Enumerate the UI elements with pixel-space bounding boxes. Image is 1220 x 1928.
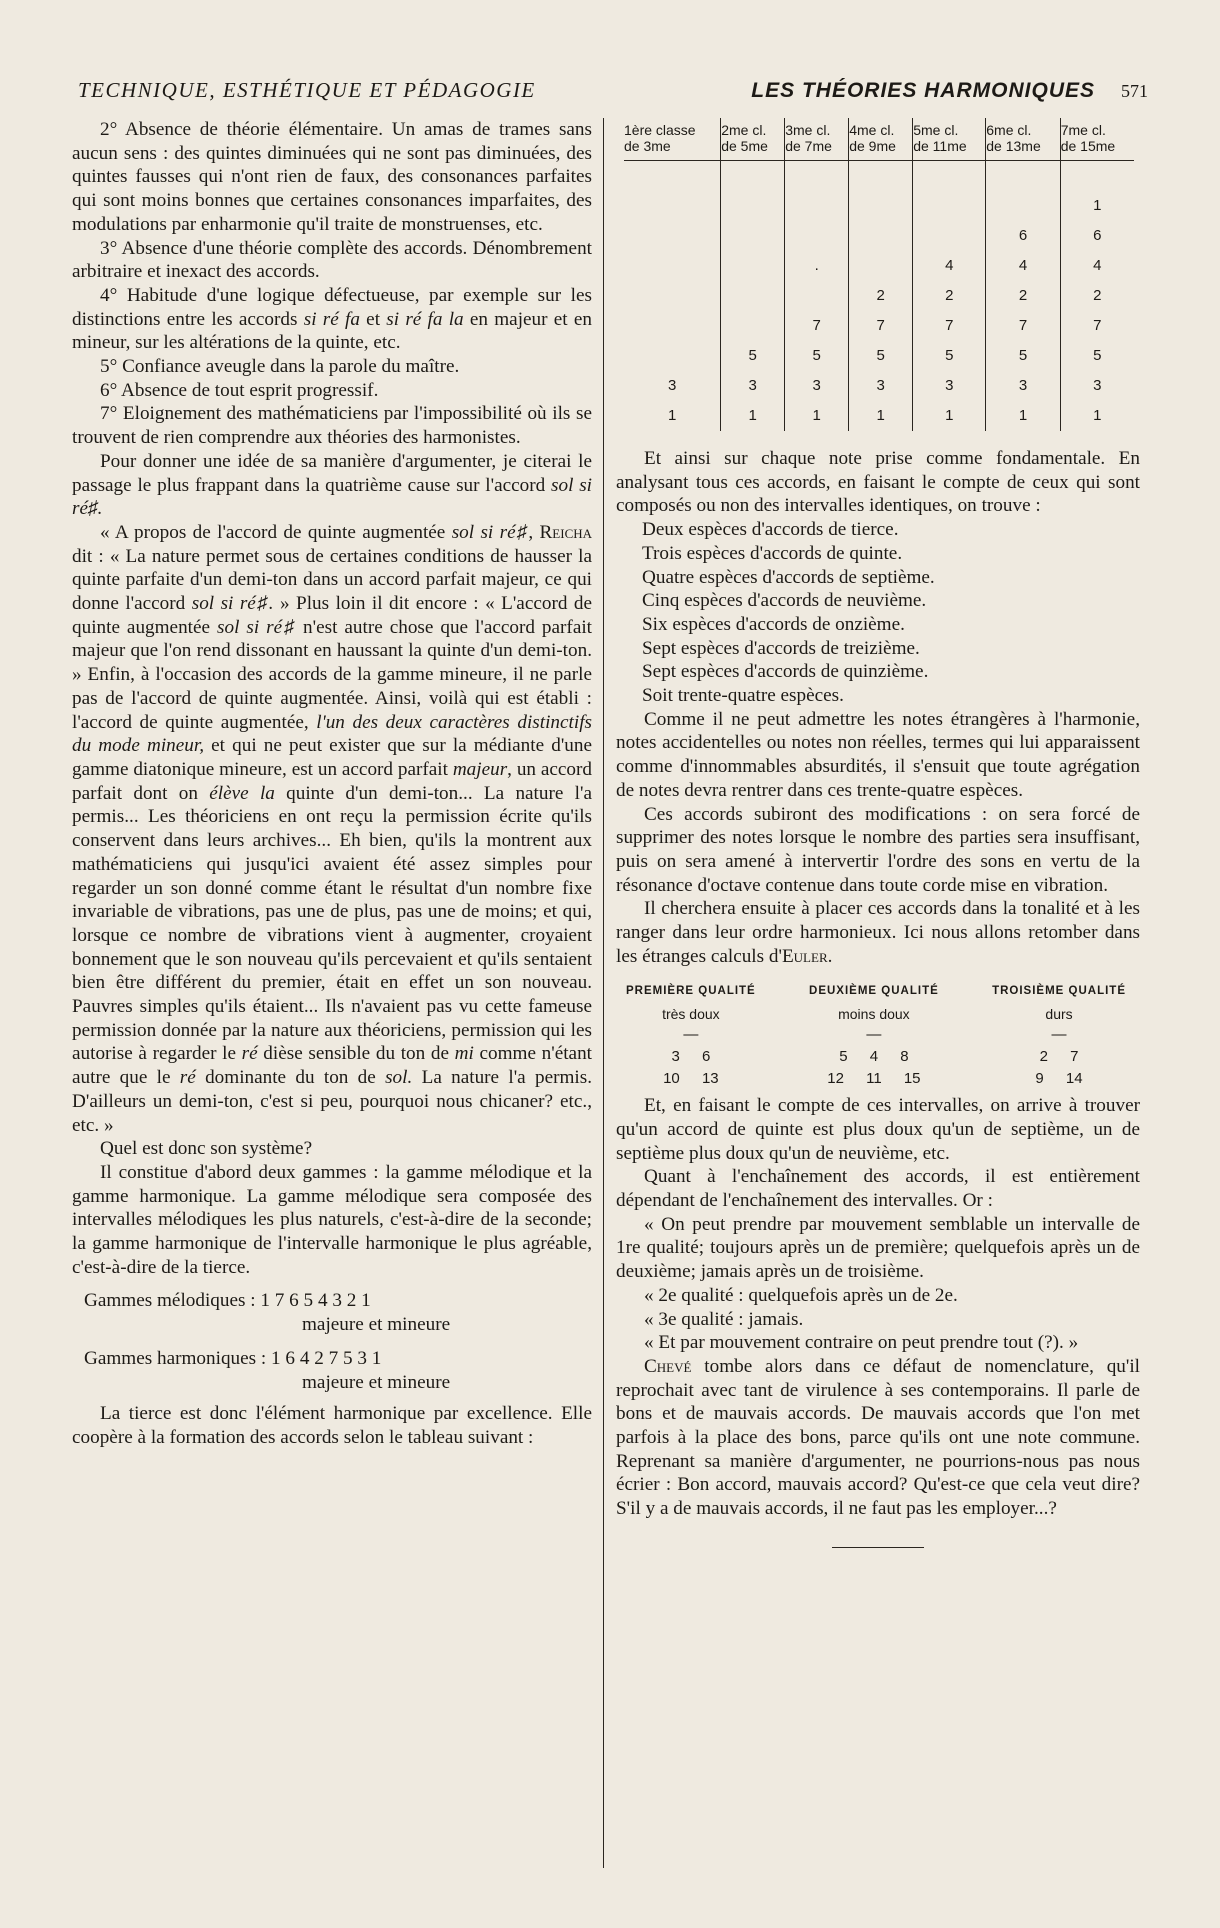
chord-class-header: 6me cl. de 13me [986,118,1060,161]
chord-class-header: 3me cl. de 7me [785,118,849,161]
quality-sub: durs [1045,1006,1073,1023]
table-cell [913,221,986,251]
table-cell [624,281,721,311]
table-cell: 3 [1060,371,1134,401]
melodic-scales [84,1289,592,1336]
table-cell [624,221,721,251]
table-cell [624,251,721,281]
left-column [72,118,592,1450]
table-cell [721,251,785,281]
table-cell: 6 [1060,221,1134,251]
table-cell: 7 [986,311,1060,341]
paragraph: Et ainsi sur chaque note prise comme fondamentale. En analysant tous ces accords, en faisant le compte de ceux qui sont composés ou non des intervalles identiques, on trouve : [616,448,1140,517]
paragraph: 4° Habitude d'une logique défectueuse, par exemple sur les distinctions entre les accords si ré fa et si ré fa la en majeur et en mineur, sur les altérations de la quinte, etc. [72,284,592,354]
paragraph: La tierce est donc l'élément harmonique par excellence. Elle coopère à la formation des accords selon le tableau suivant : [72,1403,592,1448]
chord-classes-table [624,118,1134,431]
paragraph: Quel est donc son système? [100,1138,313,1160]
table-cell: 2 [849,281,913,311]
right-column [616,118,1140,1548]
paragraph: Pour donner une idée de sa manière d'argumenter, je citerai le passage le plus frappant dans la quatrième cause sur l'accord sol si ré♯. [72,450,592,520]
table-cell [1060,161,1134,192]
interval-qualities [626,980,1126,1090]
paragraph: 2° Absence de théorie élémentaire. Un amas de trames sans aucun sens : des quintes diminuées qui ne sont pas diminuées, des quintes fausses qui n'ont rien de faux, des consonances parfaites qui sont moins bonnes que certaines consonances imparfaites, des modulations par enharmonie qu'il traite de monstruenses, etc. [72,119,592,235]
table-cell: 2 [1060,281,1134,311]
list-item: Sept espèces d'accords de treizième. [642,637,920,659]
paragraph: Il constitue d'abord deux gammes : la gamme mélodique et la gamme harmonique. La gamme mélodique sera composée des intervalles mélodiques les plus naturels, c'est-à-dire de la seconde; la gamme harmonique de l'intervalle harmonique le plus agréable, c'est-à-dire de la tierce. [72,1161,592,1278]
page-number: 571 [1121,81,1148,101]
table-row [624,371,1134,401]
table-cell [721,281,785,311]
quality-dash: — [866,1026,882,1044]
table-cell: 1 [986,401,1060,431]
table-cell [624,161,721,192]
table-cell [785,161,849,192]
paragraph: 3° Absence d'une théorie complète des accords. Dénombrement arbitraire et inexact des accords. [72,237,592,283]
quality-top: 5 4 8 [839,1048,909,1066]
header-left-title: TECHNIQUE, ESTHÉTIQUE ET PÉDAGOGIE [78,78,536,102]
table-cell: 5 [986,341,1060,371]
table-cell [721,221,785,251]
paragraph: 7° Eloignement des mathématiciens par l'impossibilité où ils se trouvent de rien comprendre aux théories des harmonistes. [72,403,592,449]
table-cell: 3 [986,371,1060,401]
list-item: Soit trente-quatre espèces. [642,685,844,707]
quality-dash: — [1051,1026,1067,1044]
paragraph: 5° Confiance aveugle dans la parole du maître. [100,356,460,378]
paragraph: Quant à l'enchaînement des accords, il est entièrement dépendant de l'enchaînement des intervalles. Or : [616,1166,1140,1211]
table-cell [624,341,721,371]
table-cell: 7 [913,311,986,341]
table-row [624,191,1134,221]
paragraph: Comme il ne peut admettre les notes étrangères à l'harmonie, notes accidentelles ou notes non réelles, termes qui lui apparaissent comme d'innommables absurdités, il s'ensuit que toute agrégation de notes devra rentrer dans ces trente-quatre espèces. [616,708,1140,801]
paragraph: 6° Absence de tout esprit progressif. [100,379,379,401]
table-cell: 5 [721,341,785,371]
quality-group [809,980,939,1090]
table-cell: 7 [785,311,849,341]
table-cell: 4 [913,251,986,281]
table-cell [785,191,849,221]
list-item: Quatre espèces d'accords de septième. [642,566,935,588]
melodic-scale-caption: majeure et mineure [302,1314,451,1336]
list-item: Trois espèces d'accords de quinte. [642,542,903,564]
table-row [624,251,1134,281]
table-cell: 1 [667,407,677,424]
quality-bot: 10 13 [663,1070,719,1088]
paragraph: Et, en faisant le compte de ces intervalles, on arrive à trouver qu'un accord de quinte est plus doux qu'un de septième, un de septième plus doux qu'un de neuvième, etc. [616,1095,1140,1164]
chord-class-header: 2me cl. de 5me [721,118,785,161]
table-cell [624,191,721,221]
table-cell: 7 [1060,311,1134,341]
table-cell: 3 [785,371,849,401]
table-cell: 1 [785,401,849,431]
quality-sub: moins doux [838,1006,910,1023]
table-cell: 3 [721,371,785,401]
quality-bot: 12 11 15 [827,1070,921,1088]
table-cell [785,281,849,311]
table-cell: 1 [1060,191,1134,221]
quality-title: PREMIÈRE QUALITÉ [626,985,756,998]
harmonic-scales [84,1347,592,1394]
table-cell: 2 [913,281,986,311]
table-row [624,221,1134,251]
table-cell: 5 [913,341,986,371]
end-rule [832,1547,924,1548]
paragraph: Chevé tombe alors dans ce défaut de nomenclature, qu'il reprochait avec tant de virulence à ses contemporains. Il parle de bons et de mauvais accords. De mauvais accords que l'on met parfois à la place des bons, parce qu'ils ont une note commune. Reprenant sa manière d'argumenter, ne pourrions-nous pas nous écrier : Bon accord, mauvais accord? Qu'est-ce que cela veut dire? S'il y a de mauvais accords, il ne faut pas les employer...? [616,1355,1140,1520]
quality-sub: très doux [662,1006,720,1023]
quality-group [626,980,756,1090]
list-item: Six espèces d'accords de onzième. [642,613,905,635]
table-cell [913,161,986,192]
quality-bot: 9 14 [1035,1070,1083,1088]
chord-class-header: 7me cl. de 15me [1060,118,1134,161]
table-row [624,341,1134,371]
table-row [624,161,1134,192]
column-divider [603,118,604,1868]
table-cell: 1 [721,401,785,431]
chord-class-header: 1ère classe de 3me [624,118,721,161]
table-cell: 3 [667,377,677,394]
table-cell [986,161,1060,192]
melodic-scale-line: Gammes mélodiques : 1 7 6 5 4 3 2 1 [84,1290,371,1312]
quality-dash: — [683,1026,699,1044]
list-item: Deux espèces d'accords de tierce. [642,519,899,541]
list-item: Sept espèces d'accords de quinzième. [642,661,929,683]
table-cell: 2 [986,281,1060,311]
list-item: Cinq espèces d'accords de neuvième. [642,590,927,612]
table-cell: 1 [913,401,986,431]
quality-group [992,980,1126,1090]
paragraph: « 2e qualité : quelquefois après un de 2e. [644,1284,958,1306]
table-cell: 1 [1060,401,1134,431]
species-list [642,518,1140,708]
paragraph: Il cherchera ensuite à placer ces accords dans la tonalité et à les ranger dans leur ordre harmonieux. Ici nous allons retomber dans les étranges calculs d'Euler. [616,898,1140,967]
table-row [624,311,1134,341]
paragraph: « On peut prendre par mouvement semblable un intervalle de 1re qualité; toujours après un de première; quelquefois après un de deuxième; jamais après un de troisième. [616,1213,1140,1283]
table-cell [986,191,1060,221]
paragraph: « Et par mouvement contraire on peut prendre tout (?). » [644,1332,1079,1354]
harmonic-scale-line: Gammes harmoniques : 1 6 4 2 7 5 3 1 [84,1347,382,1369]
table-cell: 5 [1060,341,1134,371]
quality-top: 2 7 [1039,1048,1079,1066]
paragraph: Ces accords subiront des modifications : on sera forcé de supprimer des notes lorsque le nombre des parties sera insuffisant, puis on sera amené à intervertir l'ordre des sons en vertu de la résonance d'octave contenue dans toute corde mise en vibration. [616,803,1140,896]
quality-title: TROISIÈME QUALITÉ [992,985,1126,998]
quality-title: DEUXIÈME QUALITÉ [809,985,939,998]
table-row [624,401,1134,431]
table-cell [721,311,785,341]
table-cell [721,191,785,221]
table-cell [785,221,849,251]
quotation-paragraph: « A propos de l'accord de quinte augmentée sol si ré♯, Reicha dit : « La nature permet sous de certaines conditions de hausser la quinte parfaite d'un demi-ton dans un accord parfait majeur, ce qui donne l'accord sol si ré♯. » Plus loin il dit encore : « L'accord de quinte augmentée sol si ré♯ n'est autre chose que l'accord parfait majeur que l'on rend dissonant en haussant la quinte d'un demi-ton. » Enfin, à l'occasion des accords de la gamme mineure, il ne parle pas de l'accord de quinte augmentée. Ainsi, voilà qui est établi : l'accord de quinte augmentée, l'un des deux caractères distinctifs du mode mineur, et qui ne peut exister que sur la médiante d'une gamme diatonique mineure, est un accord parfait majeur, un accord parfait dont on élève la quinte d'un demi-ton... La nature l'a permis... Les théoriciens en ont reçu la permission écrite qu'ils conservent dans leurs archives... Eh bien, qu'ils la montrent aux mathématiciens qui jusqu'ici avaient été assez simples pour regarder un son donné comme étant le résultat d'un nombre fixe invariable de vibrations, pas une de plus, pas une de moins; et qui, lorsque ce nombre de vibrations vient à augmenter, croyaient bonnement que le son nouveau qu'ils percevaient et qu'ils sentaient bien être différent du premier, était en effet un son nouveau. Pauvres simples qu'ils étaient... Ils n'avaient pas vu cette fameuse permission donnée par la nature aux théoriciens, permission qui les autorise à regarder le ré dièse sensible du ton de mi comme n'étant autre que le ré dominante du ton de sol. La nature l'a permis. D'ailleurs un demi-ton, c'est si peu, pourquoi nous chicaner? etc., etc. » [72,521,593,1136]
table-cell: . [785,251,849,281]
table-cell: 1 [849,401,913,431]
table-cell: 6 [986,221,1060,251]
table-cell [849,221,913,251]
chord-class-header: 5me cl. de 11me [913,118,986,161]
table-cell: 3 [913,371,986,401]
table-cell [721,161,785,192]
table-cell: 3 [849,371,913,401]
header-right-title: LES THÉORIES HARMONIQUES [751,79,1095,102]
running-header [78,78,1148,108]
table-cell: 4 [1060,251,1134,281]
table-cell [849,161,913,192]
table-cell: 7 [849,311,913,341]
harmonic-scale-caption: majeure et mineure [302,1371,451,1393]
chord-class-header: 4me cl. de 9me [849,118,913,161]
table-cell [849,251,913,281]
table-cell [913,191,986,221]
paragraph: « 3e qualité : jamais. [644,1308,804,1330]
table-cell: 4 [986,251,1060,281]
quality-top: 3 6 [671,1048,711,1066]
table-cell: 5 [849,341,913,371]
table-row [624,281,1134,311]
table-cell: 5 [785,341,849,371]
table-cell [624,311,721,341]
table-cell [849,191,913,221]
